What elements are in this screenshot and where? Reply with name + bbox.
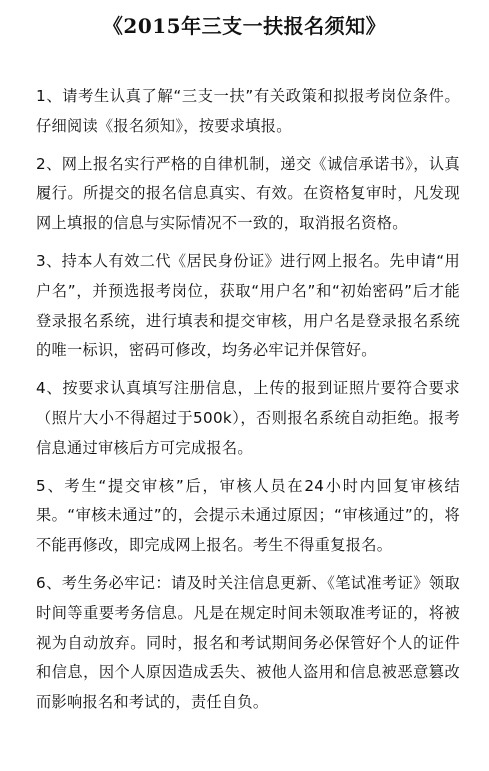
notice-item-2: 2、网上报名实行严格的自律机制，递交《诚信承诺书》，认真履行。所提交的报名信息真实、有效。在资格复审时，凡发现网上填报的信息与实际情况不一致的，取消报名资格。 bbox=[36, 154, 460, 233]
notice-item-1: 1、请考生认真了解“三支一扶”有关政策和拟报考岗位条件。仔细阅读《报名须知》，按要求填报。 bbox=[36, 87, 460, 135]
notice-item-3: 3、持本人有效二代《居民身份证》进行网上报名。先申请“用户名”，并预选报考岗位，获取“用户名”和“初始密码”后才能登录报名系统，进行填表和提交审核，用户名是登录报名系统的唯一标识，密码可修改，均务必牢记并保管好。 bbox=[36, 251, 460, 360]
notice-item-4: 4、按要求认真填写注册信息，上传的报到证照片要符合要求（照片大小不得超过于500k），否则报名系统自动拒绝。报考信息通过审核后方可完成报名。 bbox=[36, 379, 460, 457]
notice-item-5: 5、考生“提交审核”后，审核人员在24小时内回复审核结果。“审核未通过”的，会提示未通过原因；“审核通过”的，将不能再修改，即完成网上报名。考生不得重复报名。 bbox=[36, 476, 460, 555]
notice-item-6: 6、考生务必牢记：请及时关注信息更新、《笔试准考证》领取时间等重要考务信息。凡是在规定时间未领取准考证的，将被视为自动放弃。同时，报名和考试期间务必保管好个人的证件和信息，因个人原因造成丢失、被他人盗用和信息被恶意篡改而影响报名和考试的，责任自负。 bbox=[36, 573, 460, 712]
page-title: 《2015年三支一扶报名须知》 bbox=[102, 14, 387, 38]
notice-items bbox=[36, 82, 460, 726]
